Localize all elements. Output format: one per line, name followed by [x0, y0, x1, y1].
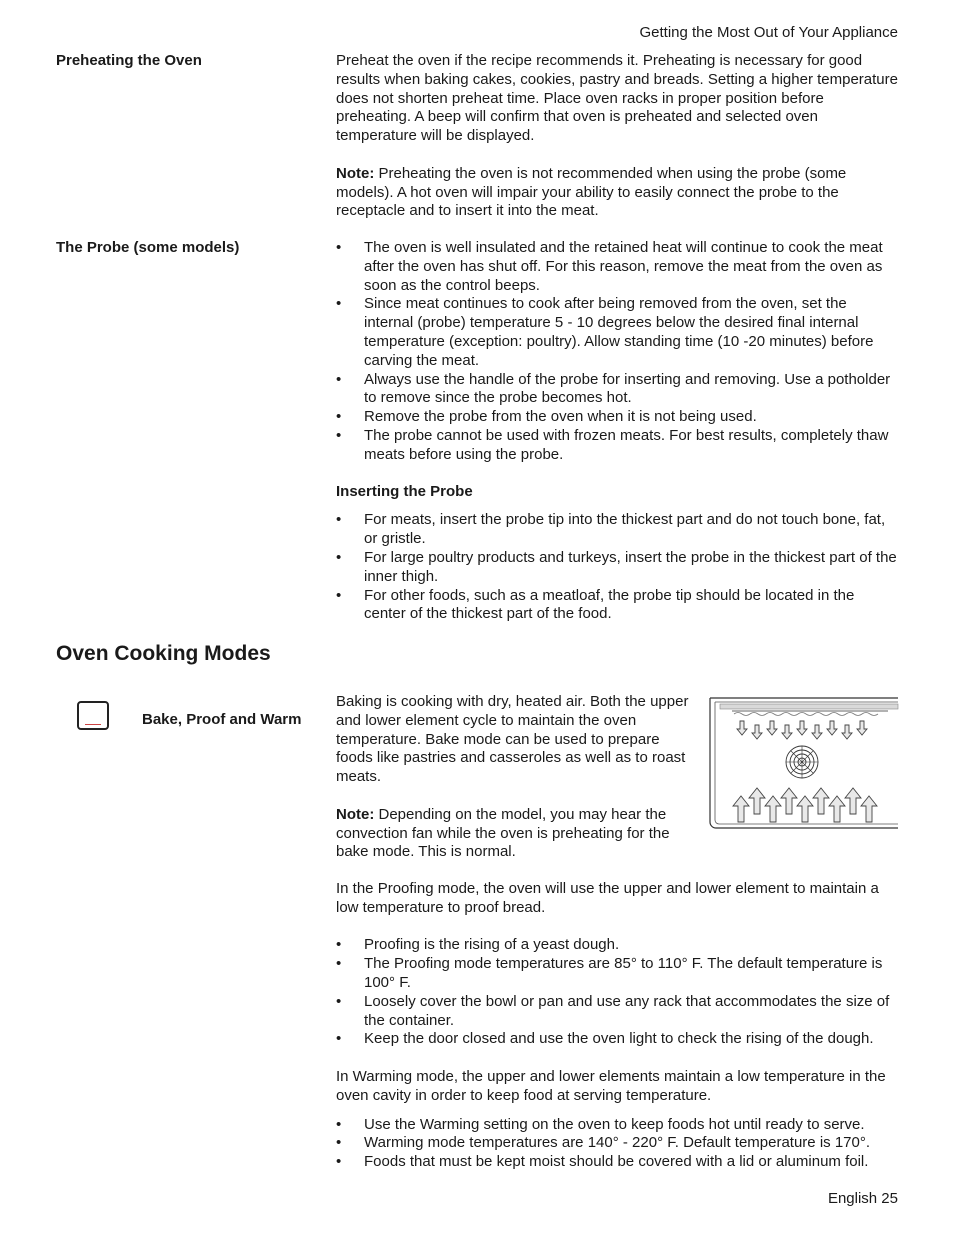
list-item	[336, 587, 898, 625]
list-item-text: For other foods, such as a meatloaf, the probe tip should be located in the center of the thickest part of the food.	[364, 586, 855, 623]
list-item-text: Always use the handle of the probe for inserting and removing. Use a potholder to remove since the probe becomes hot.	[364, 370, 891, 407]
list-item	[336, 408, 898, 427]
list-item-text: Use the Warming setting on the oven to keep foods hot until ready to serve.	[364, 1115, 865, 1133]
list-item-text: For meats, insert the probe tip into the thickest part and do not touch bone, fat, or gristle.	[364, 511, 886, 548]
preheat-body	[336, 52, 898, 221]
proof-warm-body	[336, 880, 898, 1172]
probe-heading: The Probe (some models)	[56, 239, 240, 256]
bake-paragraph: Baking is cooking with dry, heated air. Both the upper and lower element cycle to maintain the oven temperature. Bake mode can be used to prepare foods like pastries and casseroles as well as to roast meats.	[336, 693, 689, 786]
list-item	[336, 371, 898, 409]
list-item	[336, 993, 898, 1031]
list-item	[336, 511, 898, 549]
note-text: Depending on the model, you may hear the convection fan while the oven is preheating for the bake mode. This is normal.	[336, 805, 670, 861]
bake-mode-label: Bake, Proof and Warm	[142, 711, 302, 728]
list-item-text: The Proofing mode temperatures are 85° to 110° F. The default temperature is 100° F.	[364, 955, 883, 991]
oven-heat-flow-diagram	[702, 694, 900, 830]
list-item	[336, 295, 898, 370]
list-item	[336, 239, 898, 295]
proof-paragraph: In the Proofing mode, the oven will use the upper and lower element to maintain a low temperature to proof bread.	[336, 880, 879, 916]
bake-note	[336, 806, 696, 862]
preheat-heading: Preheating the Oven	[56, 52, 202, 69]
list-item-text: Proofing is the rising of a yeast dough.	[364, 936, 620, 954]
bullet-icon: •	[336, 370, 342, 388]
list-item-text: The oven is well insulated and the retained heat will continue to cook the meat after the oven has shut off. For this reason, remove the meat from the oven as soon as the control beeps.	[364, 239, 883, 294]
list-item	[336, 549, 898, 587]
list-item	[336, 1030, 898, 1049]
list-item	[336, 1116, 898, 1135]
list-item-text: Foods that must be kept moist should be covered with a lid or aluminum foil.	[364, 1153, 869, 1171]
bullet-icon: •	[336, 1134, 342, 1152]
bullet-icon: •	[336, 426, 342, 444]
bullet-icon: •	[336, 239, 342, 256]
bullet-icon: •	[336, 955, 342, 973]
warm-bullet-list	[336, 1116, 898, 1172]
bullet-icon: •	[336, 548, 342, 566]
proof-bullet-list	[336, 936, 898, 1049]
list-item	[336, 427, 898, 465]
probe-bullet-list	[336, 239, 898, 465]
list-item-text: Loosely cover the bowl or pan and use any rack that accommodates the size of the container.	[364, 992, 890, 1029]
note-label: Note:	[336, 805, 375, 823]
bullet-icon: •	[336, 992, 342, 1010]
list-item-text: The probe cannot be used with frozen meats. For best results, completely thaw meats before using the probe.	[364, 426, 889, 463]
bullet-icon: •	[336, 1030, 342, 1048]
inserting-bullet-list	[336, 511, 898, 624]
preheat-paragraph: Preheat the oven if the recipe recommends it. Preheating is necessary for good results when baking cakes, cookies, pastry and breads. Setting a higher temperature does not shorten preheat time. Place oven racks in proper position before preheating. A beep will confirm that oven is preheated and selected oven temperature will be displayed.	[336, 52, 898, 145]
list-item-text: Warming mode temperatures are 140° - 220° F. Default temperature is 170°.	[364, 1134, 871, 1152]
inserting-probe-heading: Inserting the Probe	[336, 482, 473, 500]
list-item	[336, 1134, 898, 1153]
note-label: Note:	[336, 164, 375, 182]
list-item-text: Since meat continues to cook after being removed from the oven, set the internal (probe) temperature 5 - 10 degrees below the desired final internal temperature (exception: poultry). Allow standing time (10 -20 minutes) before carving the meat.	[364, 295, 874, 369]
bullet-icon: •	[336, 408, 342, 426]
list-item-text: Keep the door closed and use the oven light to check the rising of the dough.	[364, 1030, 874, 1048]
running-header: Getting the Most Out of Your Appliance	[639, 24, 898, 41]
page-footer: English 25	[827, 1190, 898, 1207]
bullet-icon: •	[336, 1115, 342, 1133]
list-item-text: Remove the probe from the oven when it is not being used.	[364, 408, 757, 426]
bake-mode-icon	[77, 701, 109, 730]
bullet-icon: •	[336, 511, 342, 529]
list-item-text: For large poultry products and turkeys, insert the probe in the thickest part of the inner thigh.	[364, 548, 897, 585]
warm-paragraph: In Warming mode, the upper and lower elements maintain a low temperature in the oven cavity in order to keep food at serving temperature.	[336, 1067, 886, 1104]
bullet-icon: •	[336, 936, 342, 954]
section-title: Oven Cooking Modes	[56, 642, 271, 665]
list-item	[336, 955, 898, 993]
bullet-icon: •	[336, 1153, 342, 1171]
bake-body	[336, 693, 696, 862]
list-item	[336, 936, 898, 955]
note-text: Preheating the oven is not recommended when using the probe (some models). A hot oven will impair your ability to easily connect the probe to the receptacle and to insert it into the meat.	[336, 164, 847, 220]
bullet-icon: •	[336, 586, 342, 604]
preheat-note	[336, 165, 898, 221]
probe-body	[336, 239, 898, 624]
list-item	[336, 1153, 898, 1172]
bullet-icon: •	[336, 295, 342, 313]
